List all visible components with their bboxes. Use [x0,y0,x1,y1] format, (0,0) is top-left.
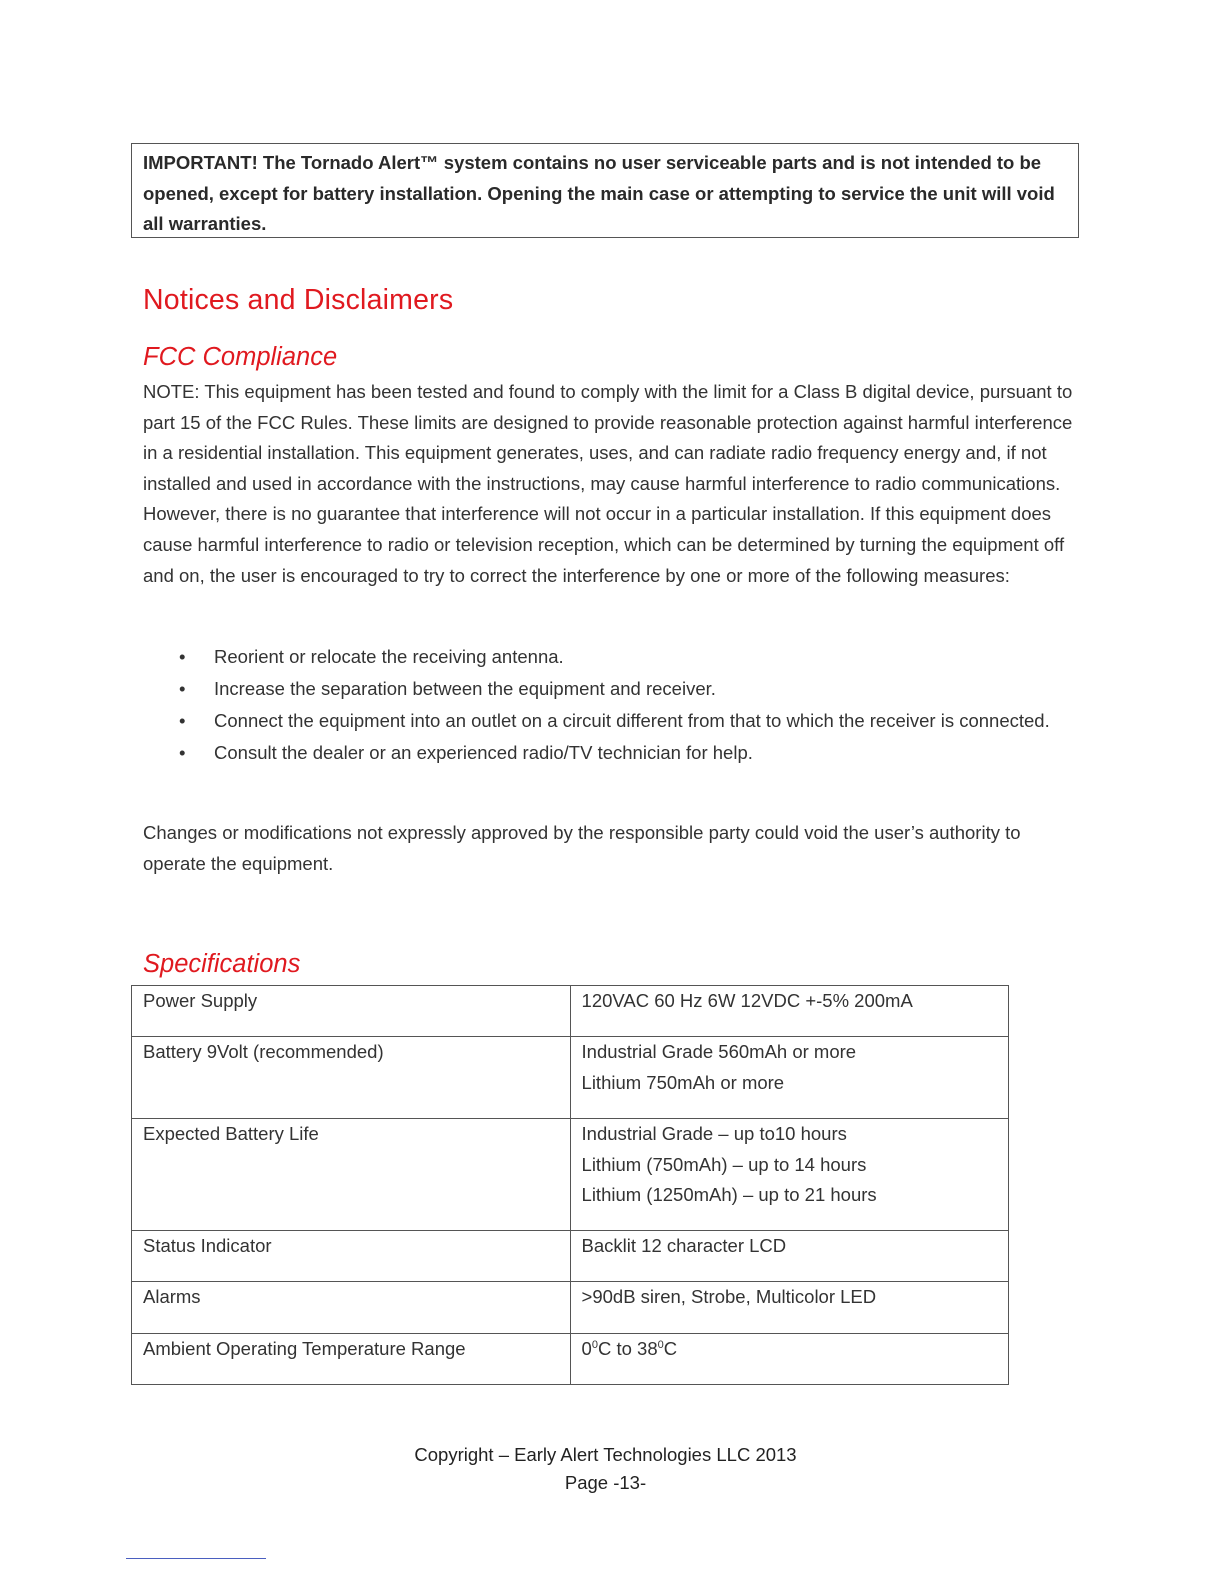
spec-value-line: Industrial Grade – up to10 hours [581,1123,847,1144]
specifications-table [131,985,1009,1385]
spec-value [570,1119,1008,1231]
spec-value [570,1037,1008,1119]
bullet-icon: • [179,742,186,764]
list-item [143,738,1073,769]
temp-unit: C [663,1338,678,1359]
list-item-text: Consult the dealer or an experienced radio/TV technician for help. [214,742,753,764]
spec-value [570,1334,1008,1385]
footnote-divider [126,1558,266,1559]
specifications-heading: Specifications [143,950,301,978]
table-row [132,986,1009,1037]
table-row [132,1119,1009,1231]
spec-value-line: Industrial Grade 560mAh or more [581,1041,857,1062]
spec-value-line: Lithium (1250mAh) – up to 21 hours [581,1184,877,1206]
temperature-range [582,1334,998,1365]
spec-label: Ambient Operating Temperature Range [132,1334,571,1385]
table-row [132,1037,1009,1119]
temp-separator: to [611,1338,638,1359]
list-item-text: Connect the equipment into an outlet on a circuit different from that to which the receiver is connected. [214,710,1050,732]
bullet-icon: • [179,678,186,700]
spec-label: Status Indicator [132,1231,571,1282]
degree-symbol: 0 [591,1339,598,1351]
spec-value-line: Backlit 12 character LCD [581,1235,787,1256]
spec-label: Power Supply [132,986,571,1037]
spec-label: Expected Battery Life [132,1119,571,1231]
list-item-text: Reorient or relocate the receiving antenna. [214,646,564,667]
list-item [143,642,1073,673]
bullet-icon: • [179,710,186,732]
fcc-note-paragraph: NOTE: This equipment has been tested and found to comply with the limit for a Class B digital device, pursuant to part 15 of the FCC Rules. These limits are designed to provide reasonable protection against harmful interference in a residential installation. This equipment generates, uses, and can radiate radio frequency energy and, if not installed and used in accordance with the instructions, may cause harmful interference to radio communications. However, there is no guarantee that interference will not occur in a particular installation. If this equipment does cause harmful interference to radio or television reception, which can be determined by turning the equipment off and on, the user is encouraged to try to correct the interference by one or more of the following measures: [143,381,1073,586]
important-notice-box [131,143,1079,238]
important-notice-text: IMPORTANT! The Tornado Alert™ system contains no user serviceable parts and is not intended to be opened, except for battery installation. Opening the main case or attempting to service the unit will void all warranties. [143,152,1055,234]
list-item [143,706,1073,737]
temp-low: 0 [581,1338,592,1359]
table-row [132,1231,1009,1282]
list-item [143,674,1073,705]
changes-disclaimer-paragraph: Changes or modifications not expressly approved by the responsible party could void the user’s authority to operate the equipment. [143,822,1021,874]
spec-value [570,986,1008,1037]
page-number: Page -13- [564,1471,647,1493]
spec-value [570,1231,1008,1282]
table-row [132,1334,1009,1385]
bullet-icon: • [179,646,186,667]
spec-label: Alarms [132,1282,571,1334]
table-row [132,1282,1009,1334]
spec-value-line: 120VAC 60 Hz 6W 12VDC +-5% 200mA [581,990,913,1011]
temp-high: 38 [637,1338,658,1359]
list-item-text: Increase the separation between the equipment and receiver. [214,678,716,700]
fcc-compliance-heading: FCC Compliance [143,343,338,371]
spec-value-line: Lithium (750mAh) – up to 14 hours [581,1153,867,1175]
spec-label: Battery 9Volt (recommended) [132,1037,571,1119]
spec-value-line: >90dB siren, Strobe, Multicolor LED [581,1286,877,1307]
page-footer [0,1441,1211,1496]
spec-value [570,1282,1008,1334]
copyright-text: Copyright – Early Alert Technologies LLC 2013 [414,1444,797,1465]
fcc-measures-list [143,642,1073,770]
notices-heading: Notices and Disclaimers [143,284,454,316]
temp-unit: C [597,1338,612,1359]
degree-symbol: 0 [657,1339,664,1351]
spec-value-line: Lithium 750mAh or more [581,1071,785,1093]
